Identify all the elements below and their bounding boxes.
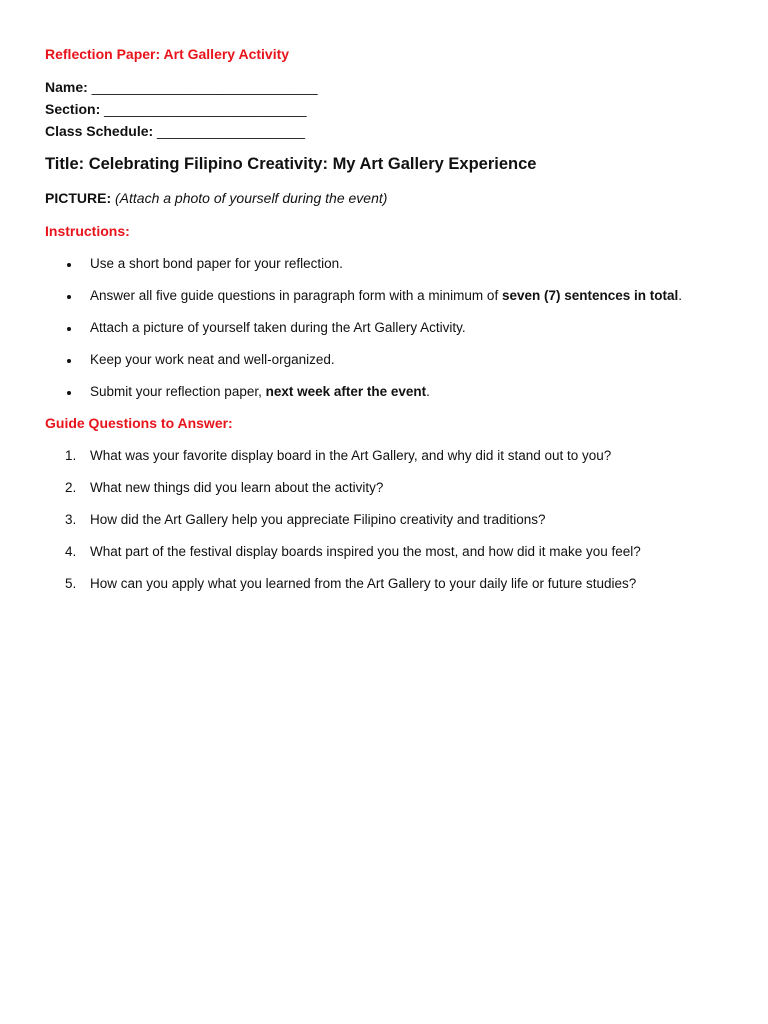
- question-number: 4.: [65, 544, 77, 559]
- class-schedule-field-label: Class Schedule:: [45, 123, 154, 139]
- guide-questions-list: [45, 448, 728, 608]
- question-number: 5.: [65, 576, 77, 591]
- question-item: [45, 480, 728, 512]
- document-title: Title: Celebrating Filipino Creativity: My Art Gallery Experience: [45, 155, 537, 173]
- instruction-text: Attach a picture of yourself taken during the Art Gallery Activity.: [90, 320, 466, 335]
- question-number: 3.: [65, 512, 77, 527]
- section-field-blank: __________________________: [104, 101, 307, 117]
- instructions-heading: Instructions:: [45, 223, 130, 239]
- question-item: [45, 576, 728, 608]
- instruction-item: [45, 256, 728, 288]
- instructions-list: [45, 256, 728, 416]
- instruction-item: [45, 384, 728, 416]
- question-text: What new things did you learn about the activity?: [90, 480, 384, 495]
- bullet-icon: [67, 295, 71, 299]
- question-item: [45, 512, 728, 544]
- question-text: What was your favorite display board in the Art Gallery, and why did it stand out to you?: [90, 448, 612, 463]
- picture-line: [45, 190, 387, 206]
- bullet-icon: [67, 359, 71, 363]
- question-text: What part of the festival display boards inspired you the most, and how did it make you feel?: [90, 544, 641, 559]
- question-item: [45, 544, 728, 576]
- section-field: [45, 101, 307, 117]
- instruction-item: [45, 288, 728, 320]
- instruction-item: [45, 352, 728, 384]
- bullet-icon: [67, 391, 71, 395]
- bullet-icon: [67, 263, 71, 267]
- picture-note: (Attach a photo of yourself during the event): [115, 190, 388, 206]
- name-field-label: Name:: [45, 79, 88, 95]
- guide-questions-heading: Guide Questions to Answer:: [45, 415, 233, 431]
- instruction-text: Answer all five guide questions in paragraph form with a minimum of seven (7) sentences in total.: [90, 288, 683, 303]
- question-number: 1.: [65, 448, 77, 463]
- bullet-icon: [67, 327, 71, 331]
- name-field: [45, 79, 318, 95]
- section-field-label: Section:: [45, 101, 101, 117]
- class-schedule-field-blank: ___________________: [157, 123, 305, 139]
- instruction-text: Use a short bond paper for your reflection.: [90, 256, 343, 271]
- picture-label: PICTURE:: [45, 190, 112, 206]
- question-item: [45, 448, 728, 480]
- document-heading: Reflection Paper: Art Gallery Activity: [45, 46, 290, 62]
- question-text: How can you apply what you learned from the Art Gallery to your daily life or future studies?: [90, 576, 637, 591]
- class-schedule-field: [45, 123, 305, 139]
- question-number: 2.: [65, 480, 77, 495]
- instruction-text: Submit your reflection paper, next week after the event.: [90, 384, 430, 399]
- instruction-text: Keep your work neat and well-organized.: [90, 352, 335, 367]
- question-text: How did the Art Gallery help you appreciate Filipino creativity and traditions?: [90, 512, 546, 527]
- instruction-item: [45, 320, 728, 352]
- name-field-blank: _____________________________: [91, 79, 318, 95]
